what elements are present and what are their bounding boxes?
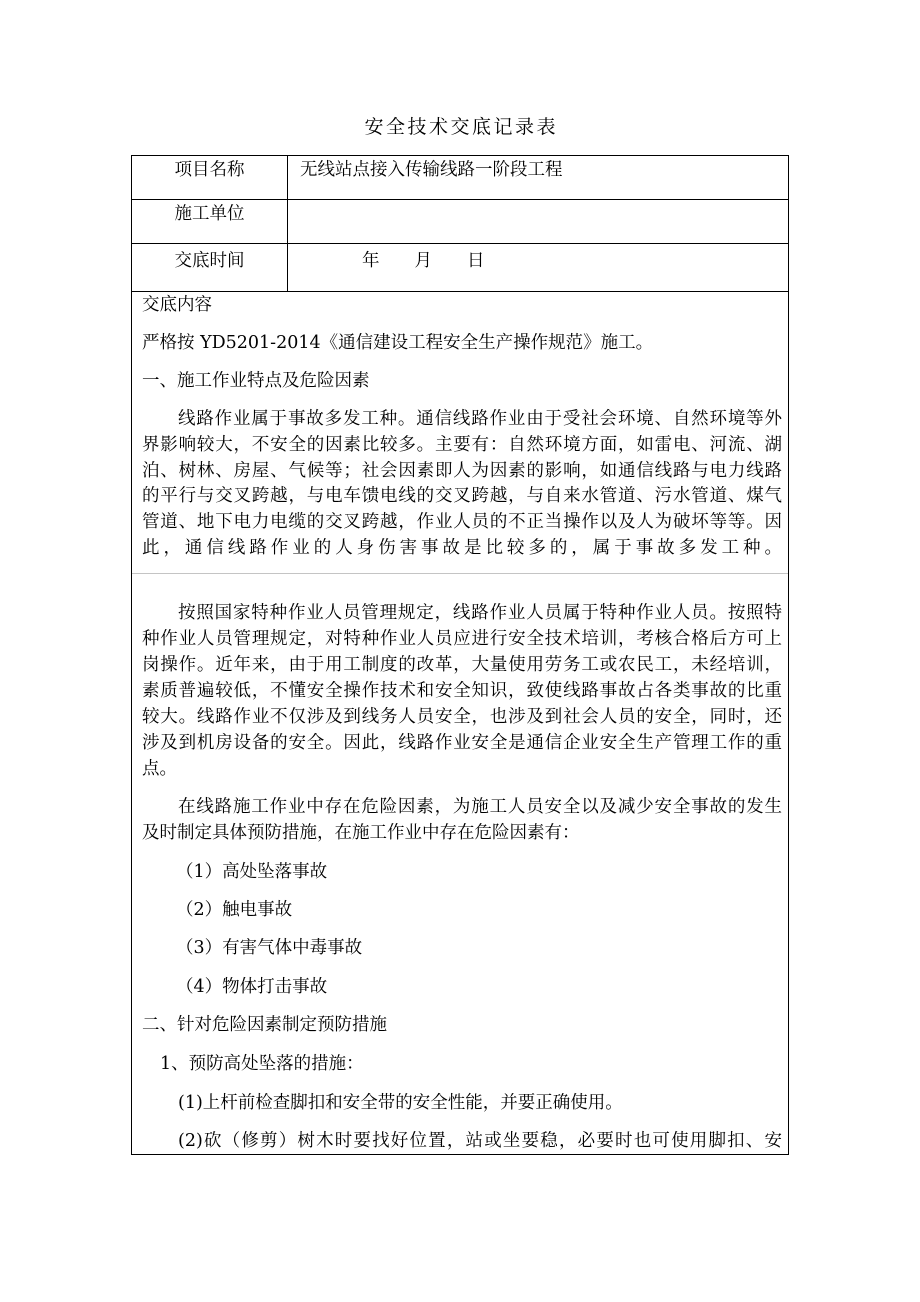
- paragraph-line: 较大。线路作业不仅涉及到线务人员安全，也涉及到社会人员的安全，同时，还: [142, 707, 782, 727]
- paragraph-line: 按照国家特种作业人员管理规定，线路作业人员属于特种作业人员。按照特: [178, 603, 782, 623]
- construction-unit-value: [288, 200, 788, 243]
- section-1-title: 一、施工作业特点及危险因素: [142, 371, 370, 391]
- measure-item: (2)砍（修剪）树木时要找好位置，站或坐要稳，必要时也可使用脚扣、安: [178, 1131, 782, 1151]
- paragraph-special-workers: [142, 600, 782, 782]
- table-row-project-name: [132, 156, 788, 200]
- paragraph-line: 界影响较大，不安全的因素比较多。主要有：自然环境方面，如雷电、河流、湖: [142, 434, 782, 455]
- table-row-briefing-date: [132, 244, 788, 292]
- briefing-date-value: 年 月 日: [362, 251, 485, 271]
- paragraph-line: 线路作业属于事故多发工种。通信线路作业由于受社会环境、自然环境等外: [178, 409, 782, 429]
- paragraph-line: 点。: [142, 759, 177, 779]
- paragraph-line: 管道、地下电力电缆的交叉跨越，作业人员的不正当操作以及人为破坏等等。因: [142, 512, 782, 533]
- paragraph-line: 涉及到机房设备的安全。因此，线路作业安全是通信企业安全生产管理工作的重: [142, 733, 782, 753]
- paragraph-line: 在线路施工作业中存在危险因素，为施工人员安全以及减少安全事故的发生: [178, 797, 782, 817]
- briefing-content-cell: [132, 292, 788, 1154]
- paragraph-line: 岗操作。近年来，由于用工制度的改革，大量使用劳务工或农民工，未经培训，: [142, 655, 782, 675]
- paragraph-hazard-intro: [142, 795, 782, 846]
- paragraph-line: 的平行与交叉跨越，与电车馈电线的交叉跨越，与自来水管道、污水管道、煤气: [142, 486, 782, 507]
- construction-unit-label: 施工单位: [132, 200, 288, 243]
- hazard-item: （4）物体打击事故: [176, 977, 328, 997]
- paragraph-line: 此，通信线路作业的人身伤害事故是比较多的，属于事故多发工种。: [142, 537, 782, 558]
- hazard-item: （2）触电事故: [176, 900, 293, 920]
- paragraph-line: 泊、树林、房屋、气候等；社会因素即人为因素的影响，如通信线路与电力线路: [142, 460, 782, 481]
- briefing-date-label: 交底时间: [132, 244, 288, 291]
- paragraph-line: 种作业人员管理规定，对特种作业人员应进行安全技术培训，考核合格后方可上: [142, 629, 782, 649]
- hazard-item: （3）有害气体中毒事故: [176, 938, 363, 958]
- measure-item: (1)上杆前检查脚扣和安全带的安全性能，并要正确使用。: [178, 1093, 623, 1113]
- section-2-title: 二、针对危险因素制定预防措施: [142, 1015, 387, 1035]
- section-divider: [132, 573, 788, 574]
- content-heading: 交底内容: [142, 295, 212, 315]
- paragraph-line: 及时制定具体预防措施，在施工作业中存在危险因素有：: [142, 822, 580, 843]
- paragraph-line: 素质普遍较低，不懂安全操作技术和安全知识，致使线路事故占各类事故的比重: [142, 681, 782, 701]
- paragraph-work-characteristics: [142, 407, 782, 562]
- subsection-fall-prevention-title: 1、预防高处坠落的措施：: [160, 1054, 364, 1074]
- document-title: 安全技术交底记录表: [364, 116, 558, 138]
- hazard-item: （1）高处坠落事故: [176, 862, 328, 882]
- table-row-construction-unit: [132, 200, 788, 244]
- project-name-value: 无线站点接入传输线路一阶段工程: [300, 160, 563, 180]
- record-table: [131, 155, 789, 1155]
- standard-note: 严格按 YD5201-2014《通信建设工程安全生产操作规范》施工。: [142, 333, 654, 353]
- project-name-label: 项目名称: [132, 156, 288, 199]
